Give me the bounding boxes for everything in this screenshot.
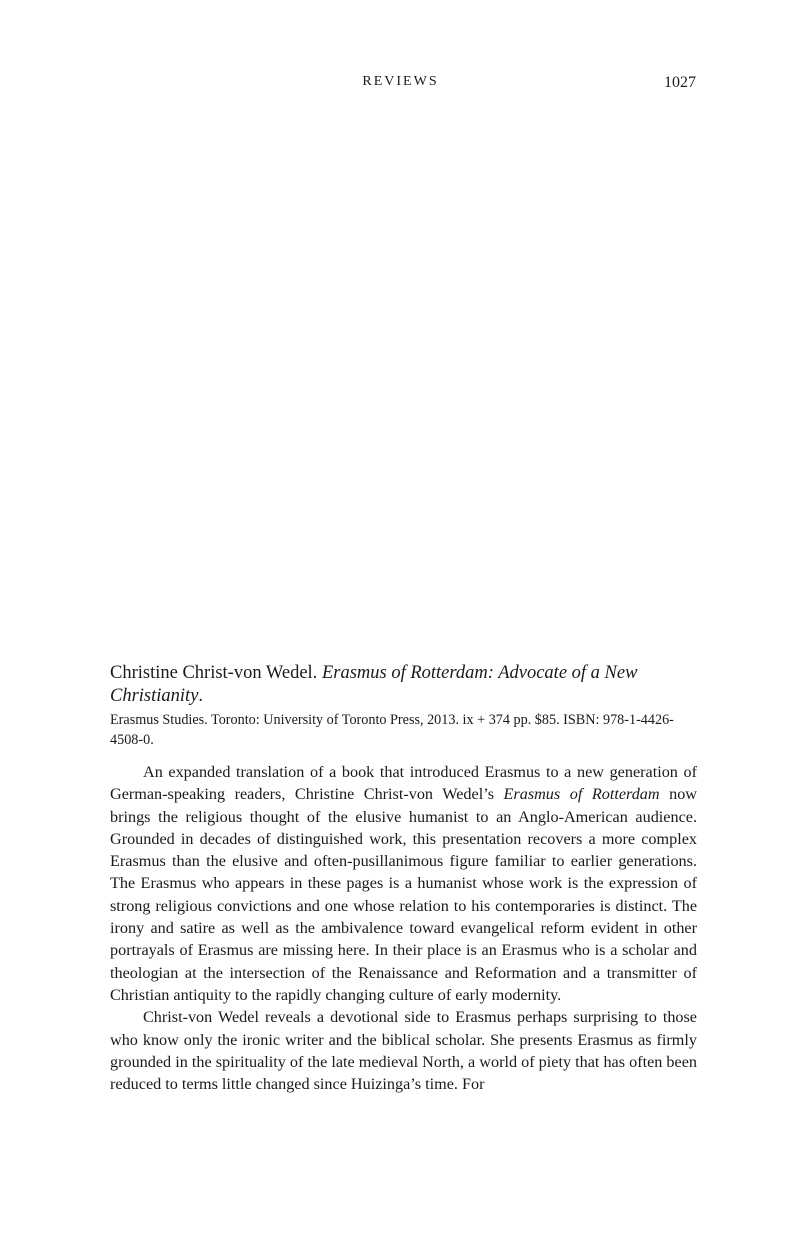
title-end: . bbox=[198, 686, 204, 706]
paragraph-text: now brings the religious thought of the elusive humanist to an Anglo-American audience. Grounded in decades of distinguished work, this presentation recovers a more complex Erasmus than the elusive and often-pusillanimous figure familiar to earlier generations. The Erasmus who appears in these pages is a humanist whose work is the expression of strong religious convictions and one whose relation to his contemporaries is distinct. The irony and satire as well as the ambivalence toward evangelical reform evident in other portrayals of Erasmus are missing here. In their place is an Erasmus who is a scholar and theologian at the intersection of the Renaissance and Reformation and a transmitter of Christian antiquity to the rapidly changing culture of early modernity. bbox=[110, 785, 697, 1004]
paragraph-text: An expanded translation of a book that introduced Erasmus to a new generation of German-speaking readers, Christine Christ-von Wedel’s bbox=[110, 763, 697, 804]
review-citation bbox=[110, 662, 697, 708]
publication-info: Erasmus Studies. Toronto: University of Toronto Press, 2013. ix + 374 pp. $85. ISBN: 978-1-4426-4508-0. bbox=[110, 712, 674, 748]
book-author: Christine Christ-von Wedel. bbox=[110, 663, 318, 683]
book-review bbox=[110, 662, 697, 1095]
book-title: Erasmus of Rotterdam: Advocate of a New Christianity bbox=[110, 663, 638, 706]
running-head bbox=[0, 74, 801, 94]
review-body bbox=[110, 761, 697, 1095]
review-paragraph-2: Christ-von Wedel reveals a devotional side to Erasmus perhaps surprising to those who know only the ironic writer and the biblical scholar. She presents Erasmus as firmly grounded in the spirituality of the late medieval North, a world of piety that has often been reduced to terms little changed since Huizinga’s time. For bbox=[110, 1008, 697, 1094]
review-paragraph-1 bbox=[110, 761, 697, 1006]
section-title: REVIEWS bbox=[362, 74, 439, 89]
italic-title-reference: Erasmus of Rotterdam bbox=[503, 785, 660, 804]
page-number: 1027 bbox=[664, 74, 696, 91]
